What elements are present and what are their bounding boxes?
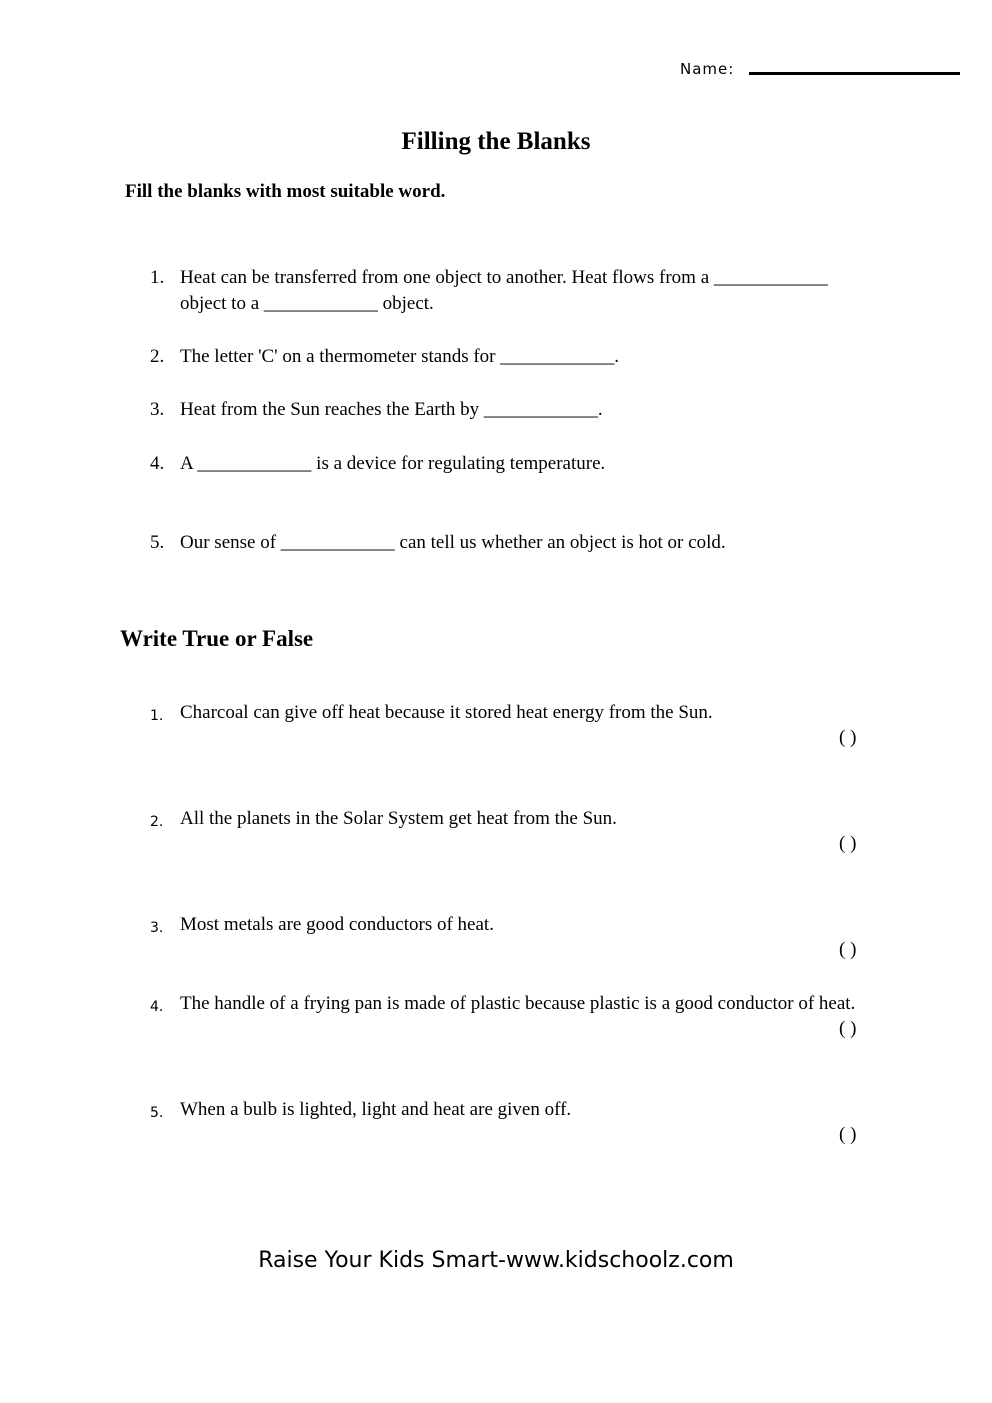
question-text: The handle of a frying pan is made of plastic because plastic is a good conductor of heat. <box>180 993 856 1014</box>
question-text: All the planets in the Solar System get heat from the Sun. <box>180 808 617 829</box>
question-number: 3. <box>150 920 164 936</box>
page-title: Filling the Blanks <box>401 128 591 155</box>
question-number: 4. <box>150 999 164 1015</box>
name-field-line[interactable] <box>749 72 960 75</box>
question-text: Heat can be transferred from one object to another. Heat flows from a ____________ object to a ____________ object. <box>180 267 828 314</box>
question-text: Our sense of ____________ can tell us whether an object is hot or cold. <box>180 532 726 553</box>
answer-box[interactable]: ( ) <box>839 1124 857 1145</box>
question-text: When a bulb is lighted, light and heat are given off. <box>180 1099 572 1120</box>
question-text: Heat from the Sun reaches the Earth by ____________. <box>180 399 603 420</box>
question-number: 5. <box>150 532 165 553</box>
name-label: Name: <box>680 60 735 78</box>
question-text: Charcoal can give off heat because it stored heat energy from the Sun. <box>180 702 713 723</box>
instruction-text: Fill the blanks with most suitable word. <box>125 181 446 202</box>
answer-box[interactable]: ( ) <box>839 939 857 960</box>
question-number: 2. <box>150 346 165 367</box>
question-number: 1. <box>150 267 165 288</box>
answer-box[interactable]: ( ) <box>839 1018 857 1039</box>
footer-text: Raise Your Kids Smart-www.kidschoolz.com <box>258 1248 734 1273</box>
answer-box[interactable]: ( ) <box>839 727 857 748</box>
true-false-title: Write True or False <box>120 626 314 651</box>
question-text: Most metals are good conductors of heat. <box>180 914 494 935</box>
question-number: 2. <box>150 814 164 830</box>
question-number: 4. <box>150 453 165 474</box>
question-text: The letter 'C' on a thermometer stands for ____________. <box>180 346 619 367</box>
question-number: 1. <box>150 708 164 724</box>
question-number: 5. <box>150 1105 164 1121</box>
question-text: A ____________ is a device for regulating temperature. <box>180 453 606 474</box>
answer-box[interactable]: ( ) <box>839 833 857 854</box>
question-number: 3. <box>150 399 165 420</box>
